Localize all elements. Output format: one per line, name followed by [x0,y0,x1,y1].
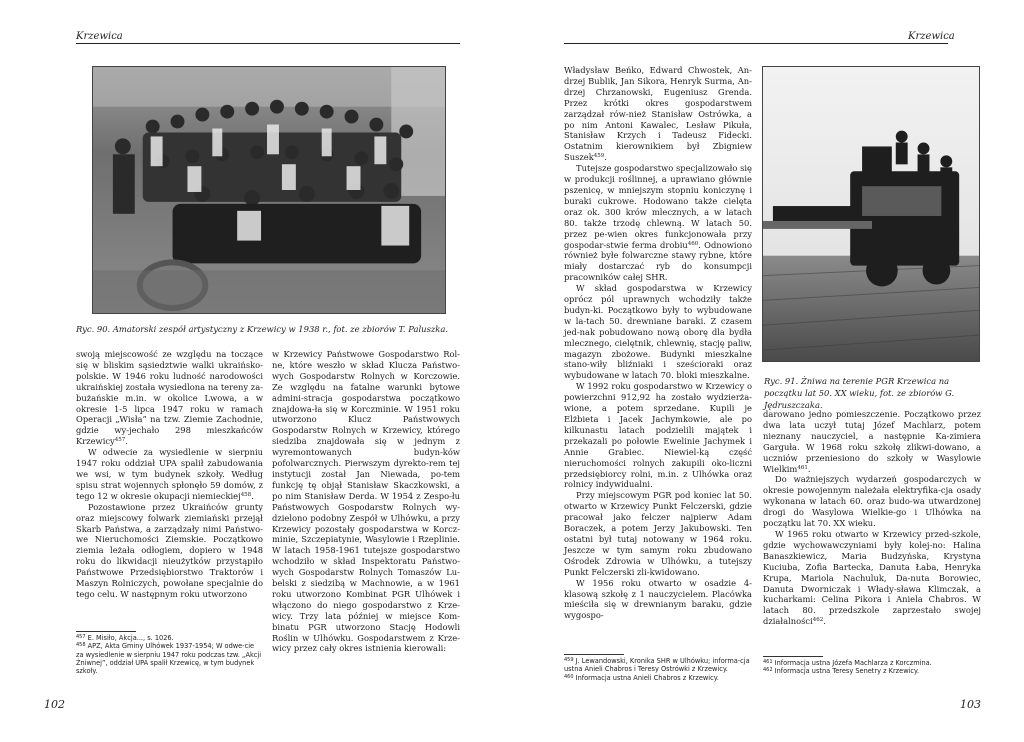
footnote-ref: 457 [114,437,126,444]
paragraph: W 1992 roku gospodarstwo w Krzewicy o powierzchni 912,92 ha zostało wydzierża-wione, a potem sprzedane. Kupili je Elżbieta i Jacek Jachymkowie, ale po kilkunastu latach podzielili majątek i przekazali po połowie Ewelinie Jachymek i Annie Grabiec. Niewiel-ką część nieruchomości rolnych zakupili oko-liczni przedsiębiorcy rolni, m.in. z Ulhówka oraz rolnicy indywidualni. [564,381,752,490]
footnote-ref: 460 [687,240,699,247]
footnote: $^{461}$ Informacja ustna Józefa Machlarza z Korczmina. [763,659,932,667]
text-column [564,65,752,621]
paragraph: Władysław Beńko, Edward Chwostek, An-drzej Bublik, Jan Sikora, Henryk Surma, An-drzej Chrzanowski, Eugeniusz Grenda. Przez krótki okres gospodarstwem zarządzał rów-nież Stanisław Ostrówka, a po nim Antoni Kawalec, Lesław Pikuła, Stanisław Krzych i Tadeusz Fidecki. Ostatnim kierownikiem był Zbigniew Suszek$^{459}$. [564,65,752,163]
text-column [272,349,460,654]
footnote-ref: 462 [812,617,824,624]
footnote-ref: 459 [593,153,605,160]
footnote-ref: 458 [240,491,252,498]
footnote: $^{458}$ APZ, Akta Gminy Ulhówek 1937-1954; W odwe-cie za wysiedlenie w sierpniu 1947 roku podczas tzw. „Akcji Żniwnej”, oddział UPA spalił Krzewicę, w tym budynek szkoły. [76,642,262,676]
right-page [512,0,1024,742]
header-rule [76,43,460,44]
paragraph: Pozostawione przez Ukraińców grunty oraz miejscowy folwark ziemiański przejął Skarb Państwa, a zarządzały nimi Państwo-we Nieruchomości Ziemskie. Początkowo ziemia leżała odłogiem, dopiero w 1948 roku do likwidacji nieużytków przystąpiło Państwowe Przedsiębiorstwo Traktorów i Maszyn Rolniczych, powołane specjalnie do tego celu. W następnym roku utworzono [76,501,263,599]
footnotes [76,634,263,675]
footnote: $^{457}$ E. Misiło, Akcja..., s. 1026. [76,634,174,642]
footnote-rule [763,656,823,657]
footnotes [763,659,981,676]
paragraph: w Krzewicy Państwowe Gospodarstwo Rol-ne, które weszło w skład Klucza Państwo-wych Gospodarstw Rolnych w Korczowie. Ze względu na fatalne warunki bytowe admini-stracja gospodarstwa początkowo znajdowa-ła się w Korczminie. W 1951 roku utworzono Klucz Państwowych Gospodarstw Rolnych w Krzewicy, którego siedziba znajdowała się w jednym z wyremontowanych budyn-ków pofolwarcznych. Pierwszym dyrekto-rem tej instytucji został Jan Niewada, po-tem funkcję tę objął Stanisław Skaczkowski, a po nim Stanisław Derda. W 1954 z Zespo-łu Państwowych Gospodarstw Rolnych wy-dzielono podobny Zespół w Ulhówku, a przy Krzewicy pozostały gospodarstwa w Korcz-minie, Szczepiatynie, Wasylowie i Rzeplinie. W latach 1958-1961 tutejsze gospodarstwo wchodziło w skład Inspektoratu Państwo-wych Gospodarstw Rolnych Tomaszów Lu-belski z siedzibą w Machnowie, a w 1961 roku utworzono Kombinat PGR Ulhówek i włączono do niego gospodarstwo z Krze-wicy. Trzy lata później w miejsce Kom-binatu PGR utworzono Stację Hodowli Roślin w Ulhówku. Gospodarstwem z Krze-wicy przez cały okres istnienia kierowali: [272,349,460,654]
paragraph: swoją miejscowość ze względu na toczące się w bliskim sąsiedztwie walki ukraińsko-polskie. W 1946 roku ludność narodowości ukraińskiej została wysiedlona na tereny za-bużańskie m.in. w okolice Lwowa, a w okresie 1-5 lipca 1947 roku w ramach Operacji „Wisła” na tzw. Ziemie Zachodnie, gdzie wy-jechało 298 mieszkańców Krzewicy$^{457}$. [76,349,263,447]
page-number: 103 [960,698,981,711]
text-column [76,349,263,600]
footnote: $^{459}$ J. Lewandowski, Kronika SHR w Ulhówku; informa-cja ustna Anieli Chabros i Teresy Ostrówki z Krzewicy. [564,657,750,674]
page-number: 102 [44,698,65,711]
figure-caption: Ryc. 90. Amatorski zespół artystyczny z Krzewicy w 1938 r., fot. ze zbiorów T. Paluszka. [76,324,449,334]
paragraph: W odwecie za wysiedlenie w sierpniu 1947 roku oddział UPA spalił zabudowania we wsi, w tym budynek szkoły. Według spisu strat wojennych spłonęło 59 domów, z tego 12 w okresie okupacji niemieckiej$^{458}$. [76,447,263,501]
footnote-rule [76,631,136,632]
footnote-rule [564,654,624,655]
paragraph: Przy miejscowym PGR pod koniec lat 50. otwarto w Krzewicy Punkt Felczerski, gdzie pracował jako felczer najpierw Adam Boraczek, a potem Jerzy Jakubowski. Ten ostatni był tutaj notowany w 1964 roku. Jeszcze w tym samym roku zbudowano Ośrodek Zdrowia w Ulhówku, a tutejszy Punkt Felczerski zli-kwidowano. [564,490,752,577]
running-head: Krzewica [76,31,123,42]
footnote: $^{460}$ Informacja ustna Anieli Chabros z Krzewicy. [564,673,719,682]
text-column [763,409,981,627]
running-head: Krzewica [908,31,955,42]
paragraph: W 1965 roku otwarto w Krzewicy przed-szkole, gdzie wychowawczyniami były kolej-no: Halina Banaszkiewicz, Maria Budzyńska, Krystyna Kuciuba, Zofia Bartecka, Danuta Łaba, Henryka Krupa, Mariola Nachuluk, Da-nuta Borowiec, Danuta Dworniczak i Włady-sława Klimczak, a kucharkami: Celina Pikora i Aniela Chabros. W latach 80. przedszkole zaprzestało swojej działalności$^{462}$. [763,528,981,627]
footnote: $^{462}$ Informacja ustna Teresy Senetry z Krzewicy. [763,667,920,676]
header-rule [564,43,948,44]
group-photograph-icon [92,66,446,314]
paragraph: Do ważniejszych wydarzeń gospodarczych w okresie powojennym należała elektryfika-cja osady wykonana w latach 60. oraz budo-wa utwardzonej drogi do Wasylowa Wielkie-go i Ulhówka na początku lat 70. XX wieku. [763,474,981,529]
footnotes [564,657,752,682]
paragraph: W 1956 roku otwarto w osadzie 4-klasową szkołę z 1 nauczycielem. Placówka mieściła się w drewnianym baraku, gdzie wygospo- [564,577,752,621]
paragraph: Tutejsze gospodarstwo specjalizowało się w produkcji roślinnej, a uprawiano głównie pszenicę, w mniejszym stopniu koniczynę i buraki cukrowe. Hodowano także cielęta oraz ok. 300 krów mlecznych, a w latach 80. także trzodę chlewną. W latach 50. przez pe-wien okres funkcjonowała przy gospodar-stwie ferma drobiu$^{460}$. Odnowiono również byłe folwarczne stawy rybne, które miały dostarczać ryb do konsumpcji pracowników całej SHR. [564,163,752,283]
harvest-combine-photograph-icon [762,66,980,362]
paragraph: darowano jedno pomieszczenie. Początkowo przez dwa lata uczył tutaj Józef Machlarz, potem nieznany nauczyciel, a następnie Ka-zimiera Garguła. W 1968 roku szkołę zlikwi-dowano, a uczniów przeniesiono do szkoły w Wasylowie Wielkim$^{461}$. [763,409,981,474]
paragraph: W skład gospodarstwa w Krzewicy oprócz pól uprawnych wchodziły także budyn-ki. Początkowo były to wybudowane w la-tach 50. drewniane baraki. Z czasem jed-nak pobudowano nową oborę dla bydła mlecznego, cielętnik, chlewnię, stację paliw, magazyn zbożowe. Budynki mieszkalne stano-wiły bliźniaki i sześcioraki oraz wybudowane w latach 70. bloki mieszkalne. [564,283,752,381]
figure-caption: Ryc. 91. Żniwa na terenie PGR Krzewica na początku lat 50. XX wieku, fot. ze zbiorów G. Jędruszczaka. [764,376,955,410]
footnote-ref: 461 [797,464,808,471]
